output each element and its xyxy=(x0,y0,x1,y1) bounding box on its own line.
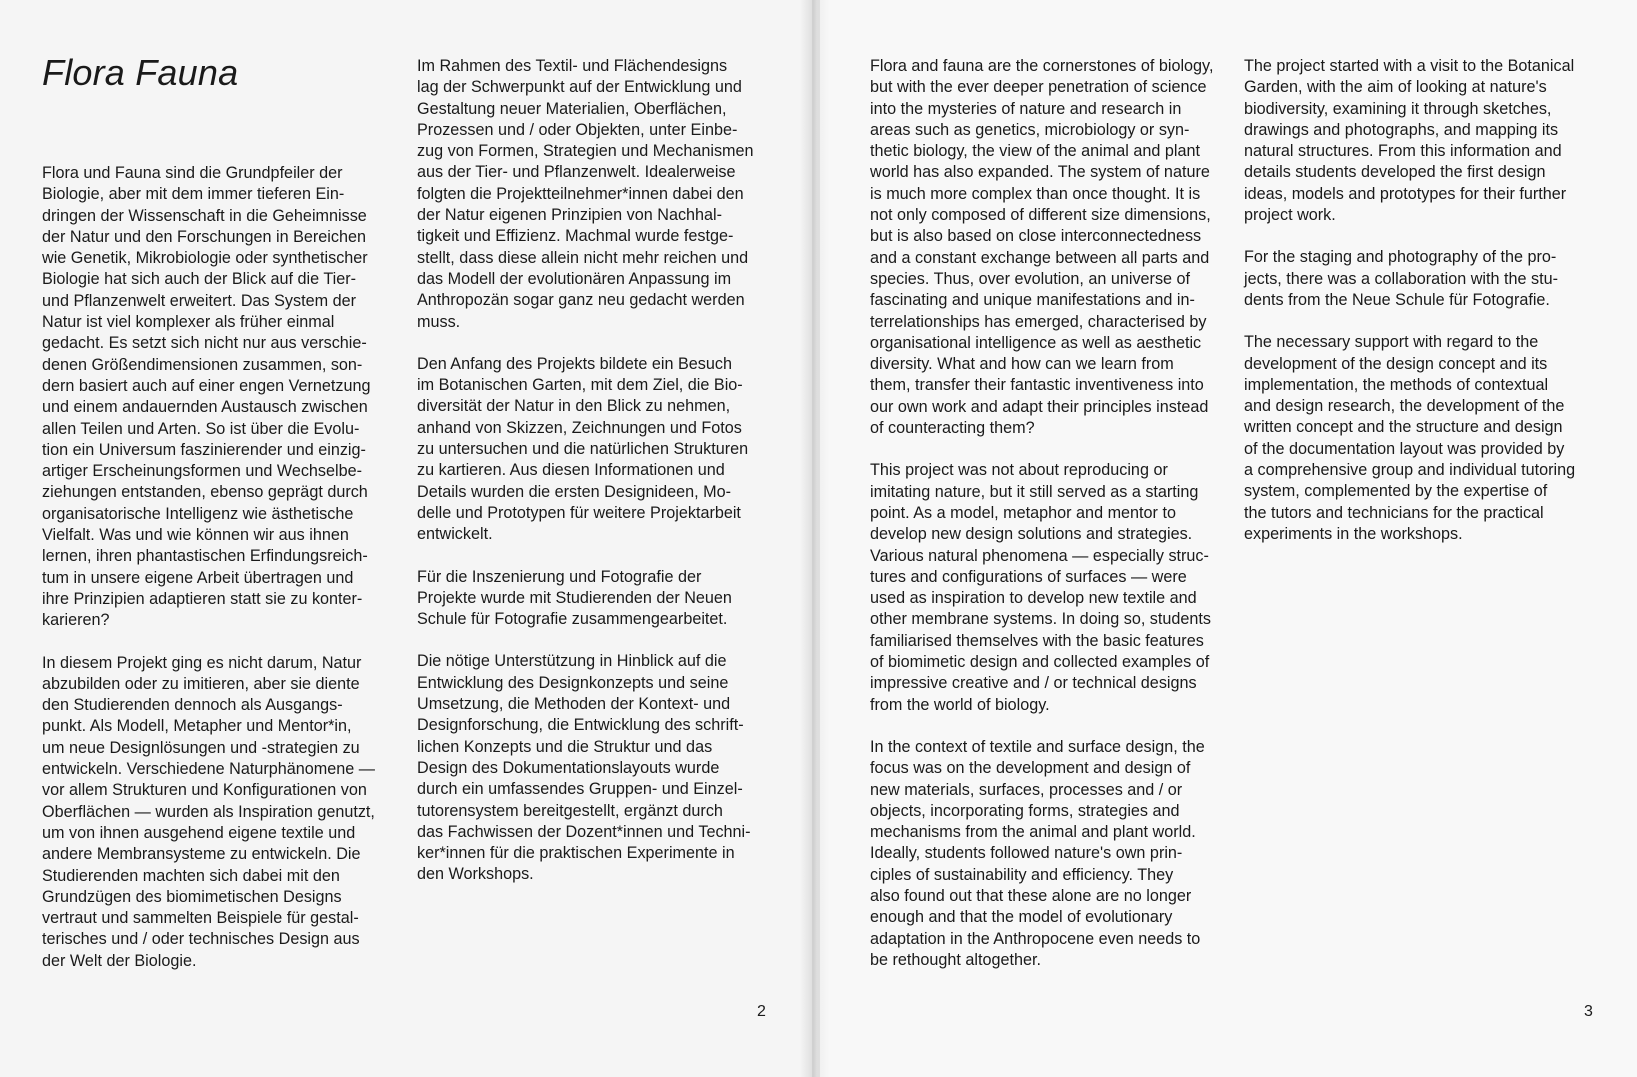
paragraph: This project was not about reproducing or imitating nature, but it still served as a starting point. As a model, metaphor and mentor to develop new design solutions and strategies. Various natural phenomena — especially struc- tures and configurations of surfaces — were used as inspiration to develop new textile and other membrane systems. In doing so, students familiarised themselves with the basic features of biomimetic design and collected examples of impressive creative and / or technical designs from the world of biology. xyxy=(870,461,1212,714)
paragraph: The necessary support with regard to the development of the design concept and its implementation, the methods of contextual and design research, the development of the written concept and the structure and design of the documentation layout was provided by a comprehensive group and individual tutoring system, complemented by the expertise of the tutors and technicians for the practical experiments in the workshops. xyxy=(1244,333,1576,543)
page-number-right: 3 xyxy=(1584,1003,1593,1020)
left-column-1 xyxy=(42,163,392,993)
paragraph: Den Anfang des Projekts bildete ein Besuch im Botanischen Garten, mit dem Ziel, die Bio- diversität der Natur in den Blick zu nehmen, anhand von Skizzen, Zeichnungen und Fotos zu untersuchen und die natürlichen Strukturen zu kartieren. Aus diesen Informationen und Details wurden die ersten Designideen, Mo- delle und Prototypen für weitere Projektarbeit entwickelt. xyxy=(417,354,749,544)
paragraph: Für die Inszenierung und Fotografie der Projekte wurde mit Studierenden der Neuen Schule für Fotografie zusammengearbeitet. xyxy=(417,567,732,629)
paragraph: In the context of textile and surface design, the focus was on the development and design of new materials, surfaces, processes and / or objects, incorporating forms, strategies and mechanisms from the animal and plant world. Ideally, students followed nature's own prin- ciples of sustainability and efficiency. They also found out that these alone are no longer enough and that the model of evolutionary adaptation in the Anthropocene even needs to be rethought altogether. xyxy=(870,737,1205,969)
left-column-2 xyxy=(417,56,767,907)
paragraph: Im Rahmen des Textil- und Flächendesigns lag der Schwerpunkt auf der Entwicklung und Gestaltung neuer Materialien, Oberflächen, Prozessen und / oder Objekten, unter Einbe- zug von Formen, Strategien und Mechanismen aus der Tier- und Pflanzenwelt. Idealerweise folgten die Projektteilnehmer*innen dabei den der Natur eigenen Prinzipien von Nachhal- tigkeit und Effizienz. Machmal wurde festge- stellt, dass diese allein nicht mehr reichen und das Modell der evolutionären Anpassung im Anthropozän sogar ganz neu gedacht werden muss. xyxy=(417,57,754,331)
paragraph: For the staging and photography of the pro- jects, there was a collaboration with the stu- dents from the Neue Schule für Fotografie. xyxy=(1244,248,1559,309)
paragraph: The project started with a visit to the Botanical Garden, with the aim of looking at nature's biodiversity, examining it through sketches, drawings and photographs, and mapping its natural structures. From this information and details students developed the first design ideas, models and prototypes for their further project work. xyxy=(1244,57,1575,225)
left-page xyxy=(0,0,812,1077)
page-title: Flora Fauna xyxy=(42,52,239,93)
paragraph: Flora und Fauna sind die Grundpfeiler der Biologie, aber mit dem immer tieferen Ein- dringen der Wissenschaft in die Geheimnisse der Natur und den Forschungen in Bereichen wie Genetik, Mikrobiologie oder synthetischer Biologie hat sich auch der Blick auf die Tier- und Pflanzenwelt erweitert. Das System der Natur ist viel komplexer als früher einmal gedacht. Es setzt sich nicht nur aus verschie- denen Größendimensionen zusammen, son- dern basiert auch auf einer engen Vernetzung und einem andauernden Austausch zwischen allen Teilen und Arten. So ist über die Evolu- tion ein Universum faszinierender und einzig- artiger Erscheinungsformen und Wechselbe- ziehungen entstanden, ebenso geprägt durch organisatorische Intelligenz wie ästhetische Vielfalt. Was und wie können wir aus ihnen lernen, ihren phantastischen Erfindungsreich- tum in unsere eigene Arbeit übertragen und ihre Prinzipien adaptieren statt sie zu konter- karieren? xyxy=(42,164,371,630)
page-number-left: 2 xyxy=(757,1003,766,1020)
right-page xyxy=(820,0,1637,1077)
paragraph: Flora and fauna are the cornerstones of biology, but with the ever deeper penetration of science into the mysteries of nature and research in areas such as genetics, microbiology or syn- thetic biology, the view of the animal and plant world has also expanded. The system of nature is much more complex than once thought. It is not only composed of different size dimensions, but is also based on close interconnectedness and a constant exchange between all parts and species. Thus, over evolution, an universe of fascinating and unique manifestations and in- terrelationships has emerged, characterised by organisational intelligence as well as aesthetic diversity. What and how can we learn from them, transfer their fantastic inventiveness into our own work and adapt their principles instead of counteracting them? xyxy=(870,57,1214,438)
right-column-2 xyxy=(1244,56,1594,566)
right-column-1 xyxy=(870,56,1220,992)
paragraph: Die nötige Unterstützung in Hinblick auf die Entwicklung des Designkonzepts und seine Umsetzung, die Methoden der Kontext- und Designforschung, die Entwicklung des schrift- lichen Konzepts und die Struktur und das Design des Dokumentationslayouts wurde durch ein umfassendes Gruppen- und Einzel- tutorensystem bereitgestellt, ergänzt durch das Fachwissen der Dozent*innen und Techni- ker*innen für die praktischen Experimente in den Workshops. xyxy=(417,652,751,884)
paragraph: In diesem Projekt ging es nicht darum, Natur abzubilden oder zu imitieren, aber sie diente den Studierenden dennoch als Ausgangs- punkt. Als Modell, Metapher und Mentor*in, um neue Designlösungen und -strategien zu entwickeln. Verschiedene Naturphänomene — vor allem Strukturen und Konfigurationen von Oberflächen — wurden als Inspiration genutzt, um von ihnen ausgehend eigene textile und andere Membransysteme zu entwickeln. Die Studierenden machten sich dabei mit den Grundzügen des biomimetischen Designs vertraut und sammelten Beispiele für gestal- terisches und / oder technisches Design aus der Welt der Biologie. xyxy=(42,653,375,970)
